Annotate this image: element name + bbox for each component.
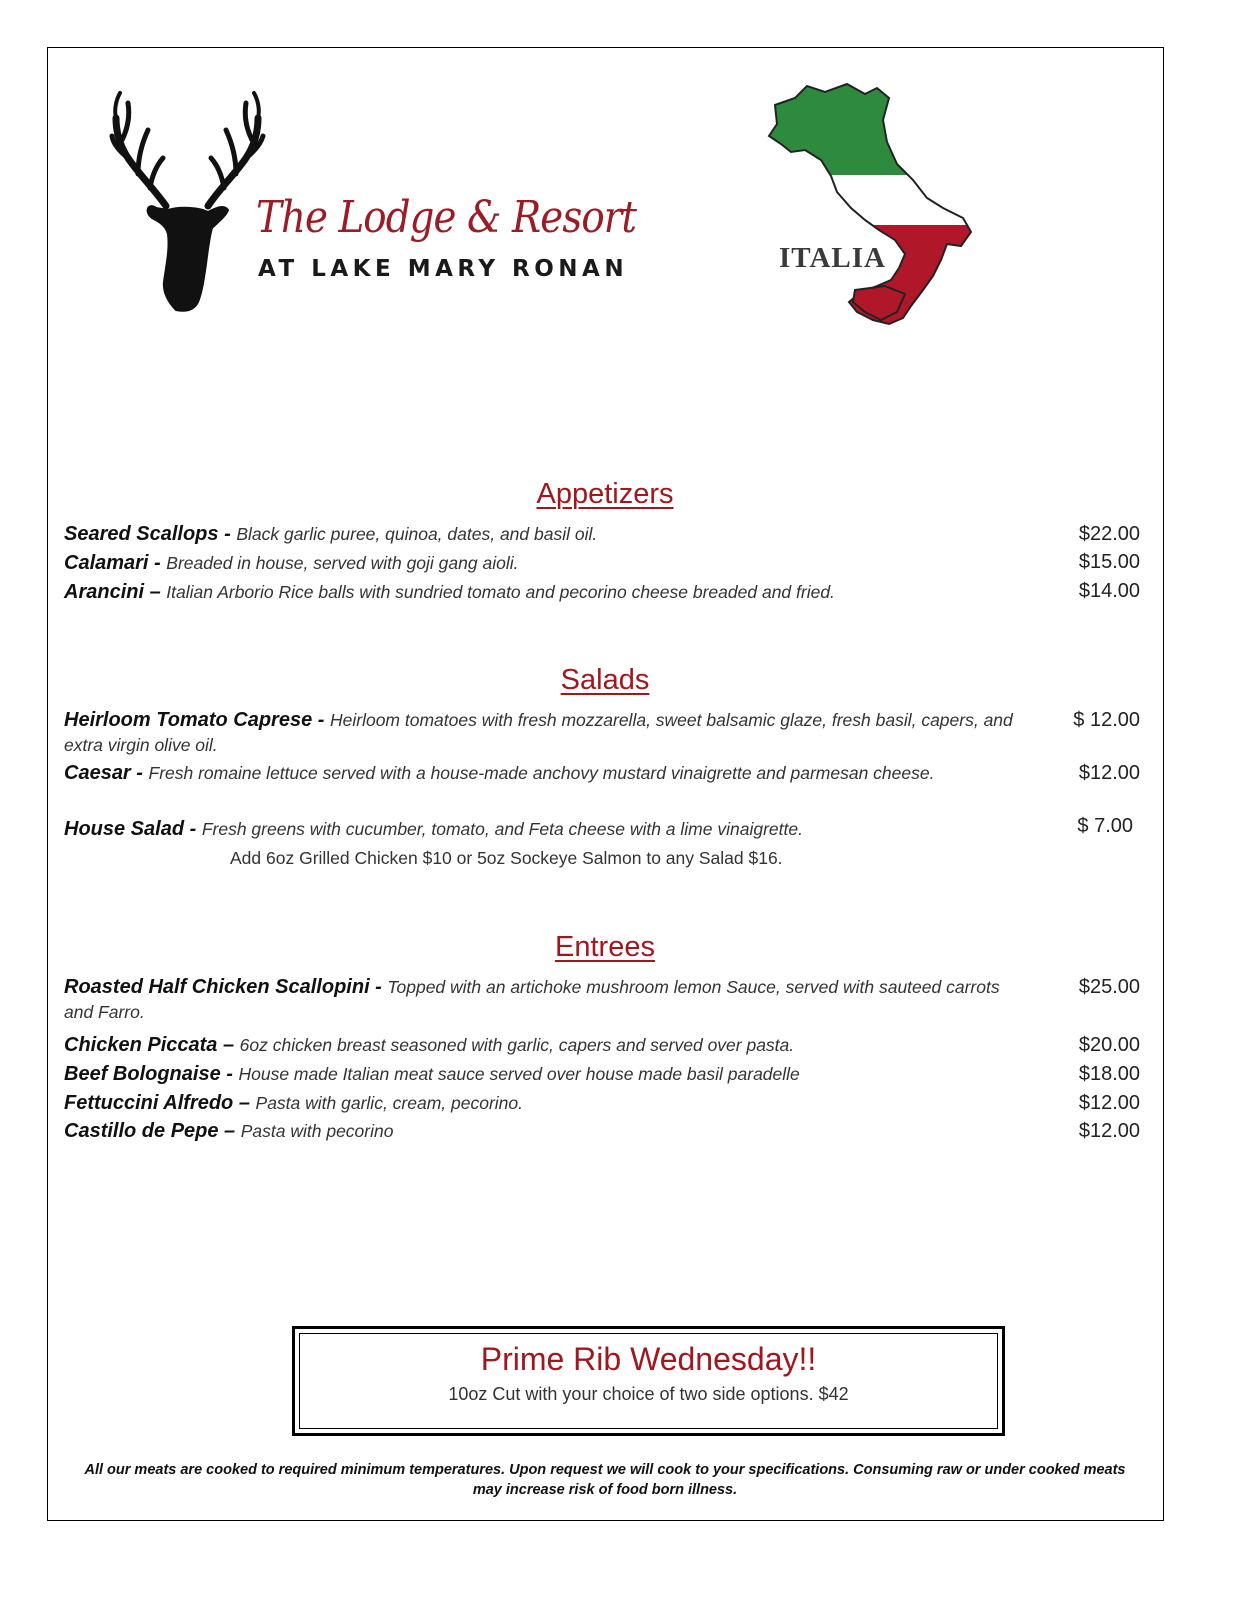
item-description: Heirloom tomatoes with fresh mozzarella, sweet balsamic glaze, fresh basil, capers, and extra virgin olive oil. xyxy=(64,710,1013,755)
item-name: House Salad xyxy=(64,818,185,840)
item-description: House made Italian meat sauce served over house made basil paradelle xyxy=(238,1064,800,1084)
item-separator: - xyxy=(369,976,388,998)
item-price: $22.00 xyxy=(1078,523,1140,545)
item-name: Beef Bolognaise xyxy=(64,1063,221,1085)
item-name: Castillo de Pepe xyxy=(64,1120,219,1142)
item-price: $ 7.00 xyxy=(1077,815,1133,837)
salads-title: Salads xyxy=(560,664,650,696)
item-separator: – xyxy=(218,1120,241,1142)
appetizers-title: Appetizers xyxy=(536,478,674,510)
item-description: Pasta with garlic, cream, pecorino. xyxy=(255,1093,524,1113)
item-description: Italian Arborio Rice balls with sundried tomato and pecorino cheese breaded and fried. xyxy=(166,582,835,602)
item-description: Topped with an artichoke mushroom lemon Sauce, served with sauteed carrots and Farro. xyxy=(64,977,1000,1022)
item-name: Chicken Piccata xyxy=(64,1034,218,1056)
item-description: Pasta with pecorino xyxy=(240,1121,394,1141)
food-safety-disclaimer: All our meats are cooked to required minimum temperatures. Upon request we will cook to your specifications. Consuming raw or under cooked meats may increase risk of food born illness. xyxy=(84,1462,1126,1498)
menu-item xyxy=(64,761,1024,786)
special-title: Prime Rib Wednesday!! xyxy=(480,1341,817,1377)
item-separator: - xyxy=(130,762,149,784)
item-separator: - xyxy=(148,552,167,574)
item-description: Fresh romaine lettuce served with a house-made anchovy mustard vinaigrette and parmesan cheese. xyxy=(148,763,935,783)
item-description: Black garlic puree, quinoa, dates, and basil oil. xyxy=(236,524,598,544)
item-description: 6oz chicken breast seasoned with garlic, capers and served over pasta. xyxy=(239,1035,795,1055)
italy-map-icon xyxy=(765,80,980,330)
item-name: Roasted Half Chicken Scallopini xyxy=(64,976,370,998)
item-price: $12.00 xyxy=(1078,762,1140,784)
item-price: $ 12.00 xyxy=(1073,709,1140,731)
salad-addon-note: Add 6oz Grilled Chicken $10 or 5oz Sockeye Salmon to any Salad $16. xyxy=(230,848,783,868)
item-separator: – xyxy=(233,1092,256,1114)
item-name: Calamari xyxy=(64,552,149,574)
item-price: $25.00 xyxy=(1078,976,1140,998)
item-price: $12.00 xyxy=(1078,1120,1140,1142)
italy-map xyxy=(765,80,980,330)
menu-item xyxy=(64,580,1024,605)
item-separator: – xyxy=(217,1034,240,1056)
item-price: $12.00 xyxy=(1078,1092,1140,1114)
item-name: Heirloom Tomato Caprese xyxy=(64,709,313,731)
menu-item xyxy=(64,975,1024,1025)
item-separator: - xyxy=(220,1063,239,1085)
item-name: Seared Scallops xyxy=(64,523,219,545)
item-price: $14.00 xyxy=(1078,580,1140,602)
stag-head-icon xyxy=(108,88,278,313)
item-description: Breaded in house, served with goji gang aioli. xyxy=(166,553,519,573)
item-name: Fettuccini Alfredo xyxy=(64,1092,234,1114)
logo-subtitle: AT LAKE MARY RONAN xyxy=(258,256,629,282)
item-name: Caesar xyxy=(64,762,131,784)
menu-item xyxy=(64,1062,1024,1087)
item-description: Fresh greens with cucumber, tomato, and Feta cheese with a lime vinaigrette. xyxy=(201,819,803,839)
logo-script-title: The Lodge & Resort xyxy=(256,192,637,243)
prime-rib-special-box xyxy=(292,1326,1005,1436)
lodge-logo xyxy=(108,88,637,313)
menu-item xyxy=(64,551,1024,576)
item-separator: - xyxy=(218,523,237,545)
menu-item xyxy=(64,1119,1024,1144)
item-separator: – xyxy=(144,581,167,603)
item-name: Arancini xyxy=(64,581,145,603)
item-separator: - xyxy=(312,709,330,731)
menu-item xyxy=(64,522,1024,547)
item-price: $15.00 xyxy=(1078,551,1140,573)
menu-item xyxy=(64,1091,1024,1116)
item-price: $20.00 xyxy=(1078,1034,1140,1056)
entrees-title: Entrees xyxy=(555,931,655,963)
menu-item xyxy=(64,817,1024,842)
item-separator: - xyxy=(184,818,202,840)
item-price: $18.00 xyxy=(1078,1063,1140,1085)
menu-item xyxy=(64,708,1024,758)
special-description: 10oz Cut with your choice of two side options. $42 xyxy=(448,1384,849,1404)
italia-label: ITALIA xyxy=(779,242,886,274)
menu-item xyxy=(64,1033,1024,1058)
